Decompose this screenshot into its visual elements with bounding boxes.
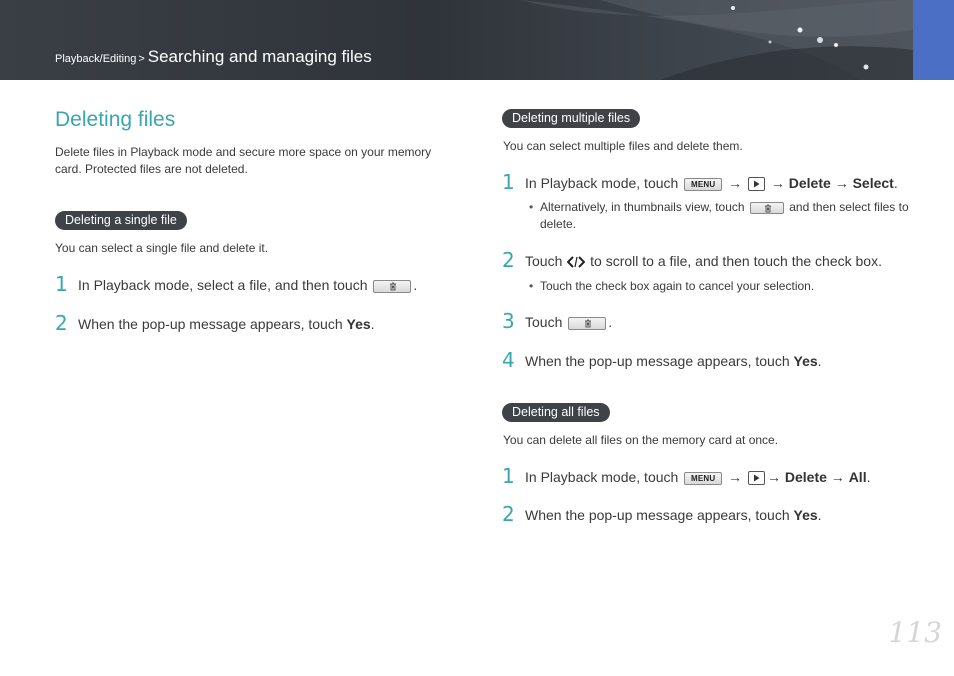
breadcrumb-parent: Playback/Editing	[55, 53, 137, 65]
breadcrumb-separator: >	[138, 53, 145, 65]
chapter-tab	[913, 0, 954, 80]
step-multiple-2	[525, 253, 882, 269]
yes-label: Yes	[346, 316, 371, 332]
playback-icon	[748, 177, 765, 191]
step-single-2	[78, 316, 375, 332]
step-text-end: .	[866, 469, 871, 485]
section-description-single: You can select a single file and delete it.	[55, 241, 269, 255]
step-text-end: .	[608, 314, 613, 330]
step-text-end: .	[413, 277, 418, 293]
intro-text: Delete files in Playback mode and secure more space on your memory card. Protected files are not deleted.	[55, 145, 432, 176]
all-label: All	[848, 469, 867, 485]
step-text-end: .	[893, 175, 898, 191]
step-multiple-1	[525, 175, 898, 191]
left-right-arrows-icon	[567, 256, 585, 268]
arrow: →	[830, 469, 845, 485]
step-text: Touch	[525, 314, 563, 330]
yes-label: Yes	[793, 507, 818, 523]
step-number: 2	[502, 502, 515, 526]
arrow: →	[728, 175, 743, 191]
select-label: Select	[852, 175, 894, 191]
bullet-note-cancel: • Touch the check box again to cancel your selection.	[540, 278, 814, 295]
section-pill-single: Deleting a single file	[55, 211, 187, 230]
bullet-text-end: and then select files to delete.	[540, 200, 909, 231]
step-number: 1	[502, 464, 515, 488]
step-text: When the pop-up message appears, touch	[525, 353, 794, 369]
section-pill-multiple: Deleting multiple files	[502, 109, 640, 128]
step-text-end: .	[817, 353, 822, 369]
step-all-2	[525, 507, 822, 523]
trash-icon	[373, 280, 411, 293]
arrow: →	[834, 175, 849, 191]
breadcrumb-current: Searching and managing files	[147, 47, 372, 66]
section-description-multiple: You can select multiple files and delete them.	[503, 139, 743, 153]
step-number: 4	[502, 348, 515, 372]
step-text: When the pop-up message appears, touch	[78, 316, 347, 332]
section-description-all: You can delete all files on the memory card at once.	[503, 433, 779, 447]
page-title: Deleting files	[55, 108, 176, 131]
header-decoration	[0, 0, 954, 80]
menu-button-icon: MENU	[684, 472, 722, 485]
delete-label: Delete	[788, 175, 831, 191]
step-text: In Playback mode, touch	[525, 469, 679, 485]
page-number: 113	[888, 616, 942, 649]
step-text-end: to scroll to a file, and then touch the check box.	[590, 253, 882, 269]
step-text-end: .	[370, 316, 375, 332]
step-number: 1	[502, 170, 515, 194]
step-number: 2	[55, 311, 68, 335]
step-text: When the pop-up message appears, touch	[525, 507, 794, 523]
arrow: →	[766, 469, 781, 485]
arrow: →	[728, 469, 743, 485]
yes-label: Yes	[793, 353, 818, 369]
page-header	[0, 0, 954, 80]
step-multiple-4	[525, 353, 822, 369]
arrow: →	[770, 175, 785, 191]
trash-icon	[750, 202, 784, 214]
step-text: In Playback mode, touch	[525, 175, 679, 191]
step-text: Touch	[525, 253, 563, 269]
bullet-note-thumbnails	[540, 199, 915, 233]
step-text-end: .	[817, 507, 822, 523]
step-multiple-3	[525, 314, 612, 330]
step-number: 3	[502, 309, 515, 333]
step-number: 1	[55, 272, 68, 296]
playback-icon	[748, 471, 765, 485]
step-text: In Playback mode, select a file, and then touch	[78, 277, 368, 293]
trash-icon	[568, 317, 606, 330]
bullet-text: Alternatively, in thumbnails view, touch	[540, 200, 745, 214]
breadcrumb	[55, 47, 372, 67]
step-all-1	[525, 469, 870, 485]
delete-label: Delete	[784, 469, 827, 485]
step-single-1	[78, 277, 417, 293]
section-pill-all: Deleting all files	[502, 403, 610, 422]
step-number: 2	[502, 248, 515, 272]
menu-button-icon: MENU	[684, 178, 722, 191]
